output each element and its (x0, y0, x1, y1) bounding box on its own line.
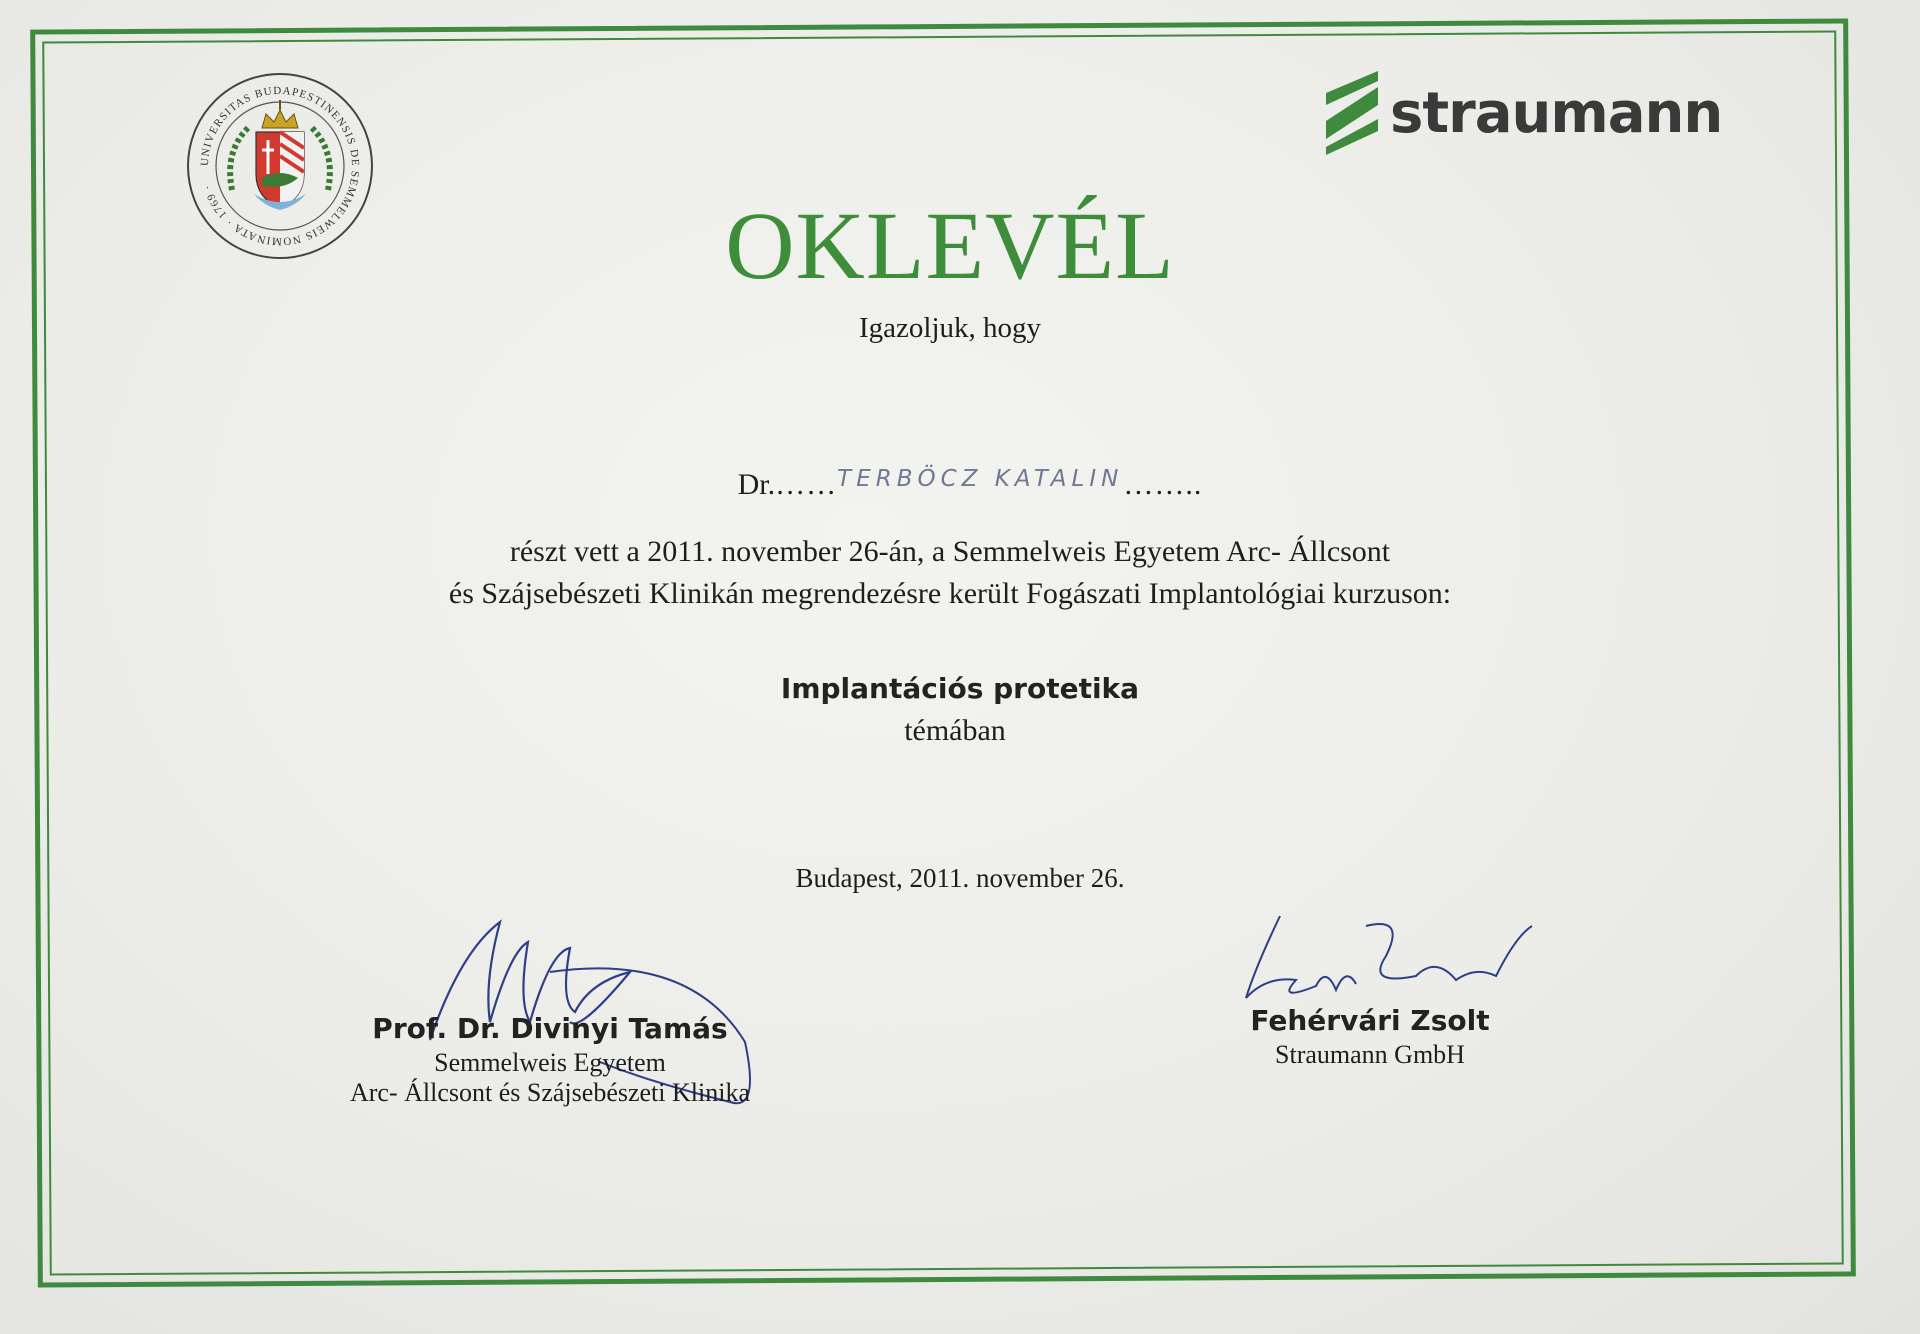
recipient-line (600, 468, 1340, 502)
signatory-right-org: Straumann GmbH (1275, 1040, 1465, 1069)
certificate-title: OKLEVÉL (725, 192, 1175, 299)
name-prefix: Dr. (737, 468, 776, 501)
recipient-name: TERBÖCZ KATALIN (837, 466, 1124, 492)
dots-right: …….. (1123, 468, 1203, 501)
signatory-left-name: Prof. Dr. Divinyi Tamás (372, 1012, 728, 1045)
intro-text: Igazoljuk, hogy (858, 312, 1041, 344)
straumann-logo (1322, 70, 1723, 156)
signatory-right-name: Fehérvári Zsolt (1250, 1004, 1490, 1037)
place-and-date: Budapest, 2011. november 26. (795, 863, 1125, 893)
straumann-mark-icon (1322, 71, 1382, 155)
svg-text:UNIVERSITAS BUDAPESTINENSIS DE: UNIVERSITAS BUDAPESTINENSIS DE SEMMELWEIS NOMINATA · 1769 · (198, 84, 362, 248)
logo-wordmark: straumann (1390, 80, 1723, 146)
university-seal-icon (184, 70, 376, 262)
body-text-line-1: részt vett a 2011. november 26-án, a Semmelweis Egyetem Arc- Állcsont (509, 535, 1391, 568)
signatory-left-org-2: Arc- Állcsont és Szájsebészeti Klinika (350, 1078, 750, 1107)
body-text-line-2: és Szájsebészeti Klinikán megrendezésre került Fogászati Implantológiai kurzuson: (448, 577, 1452, 610)
course-topic: Implantációs protetika (780, 672, 1140, 705)
topic-suffix: témában (904, 714, 1006, 747)
signatory-left-org-1: Semmelweis Egyetem (434, 1048, 666, 1077)
dots-left: …… (775, 468, 838, 501)
